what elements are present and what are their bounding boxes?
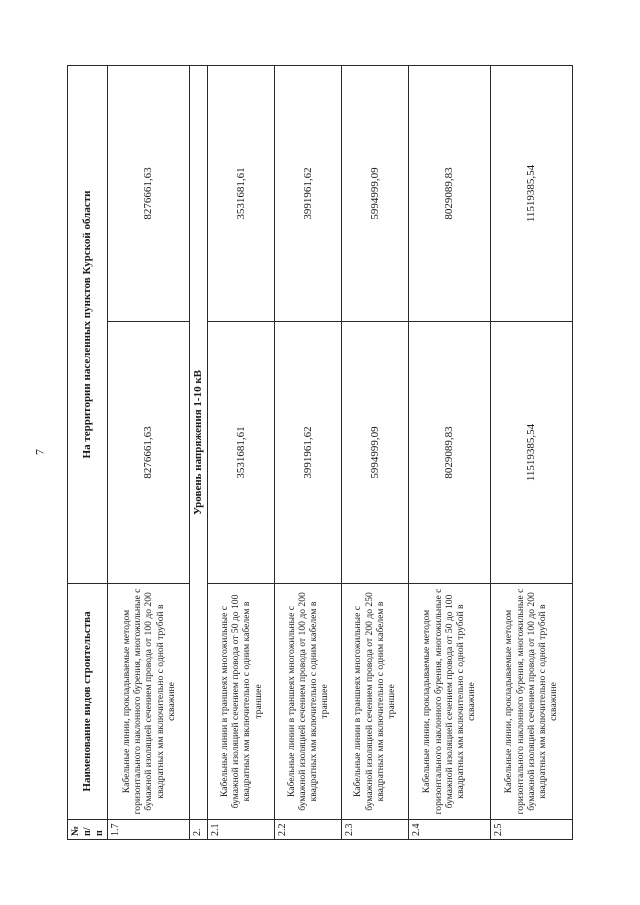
table-row — [490, 65, 572, 839]
table-row — [409, 65, 491, 839]
row-number: 1.7 — [108, 819, 190, 839]
row-number: 2.2 — [275, 819, 342, 839]
row-value-1: 3531681,61 — [208, 321, 275, 583]
section-number: 2. — [190, 819, 208, 839]
row-value-2: 8276661,63 — [108, 65, 190, 321]
row-number: 2.5 — [490, 819, 572, 839]
row-value-2: 3531681,61 — [208, 65, 275, 321]
table-row — [108, 65, 190, 839]
row-value-1: 8029089,83 — [409, 321, 491, 583]
page-number: 7 — [32, 449, 47, 455]
row-value-1: 3991961,62 — [275, 321, 342, 583]
header-territory: На территории населенных пунктов Курской области — [68, 65, 108, 583]
row-name: Кабельные линии, прокладываемые методом горизонтального наклонного бурения, многожильные с бумажной изоляцией сечением провода от 50 до 100 квадратных мм включительно с одной трубой в скважине — [409, 583, 491, 819]
row-number: 2.3 — [342, 819, 409, 839]
row-name: Кабельные линии в траншеях многожильные с бумажной изоляцией сечением провода от 200 до 250 квадратных мм включительно с одним кабелем в траншее — [342, 583, 409, 819]
row-name: Кабельные линии в траншеях многожильные с бумажной изоляцией сечением провода от 50 до 100 квадратных мм включительно с одним кабелем в траншее — [208, 583, 275, 819]
row-value-2: 8029089,83 — [409, 65, 491, 321]
row-name: Кабельные линии, прокладываемые методом горизонтального наклонного бурения, многожильные с бумажной изоляцией сечением провода от 100 до 200 квадратных мм включительно с одной трубой в скважине — [108, 583, 190, 819]
section-title: Уровень напряжения 1-10 кВ — [190, 65, 208, 819]
row-number: 2.4 — [409, 819, 491, 839]
table-row — [208, 65, 275, 839]
section-row — [190, 65, 208, 839]
row-name: Кабельные линии в траншеях многожильные с бумажной изоляцией сечением провода от 100 до 200 квадратных мм включительно с одним кабелем в траншее — [275, 583, 342, 819]
table-row — [342, 65, 409, 839]
tariff-table — [67, 65, 573, 840]
table-header-row — [68, 65, 108, 839]
rotated-sheet — [67, 66, 573, 840]
table-row — [275, 65, 342, 839]
row-value-1: 5994999,09 — [342, 321, 409, 583]
header-no: № п/п — [68, 819, 108, 839]
row-value-1: 11519385,54 — [490, 321, 572, 583]
row-value-2: 11519385,54 — [490, 65, 572, 321]
row-value-2: 3991961,62 — [275, 65, 342, 321]
row-value-2: 5994999,09 — [342, 65, 409, 321]
row-number: 2.1 — [208, 819, 275, 839]
row-name: Кабельные линии, прокладываемые методом горизонтального наклонного бурения, многожильные с бумажной изоляцией сечением провода от 100 до 200 квадратных мм включительно с одной трубой в скважине — [490, 583, 572, 819]
header-name: Наименование видов строительства — [68, 583, 108, 819]
row-value-1: 8276661,63 — [108, 321, 190, 583]
